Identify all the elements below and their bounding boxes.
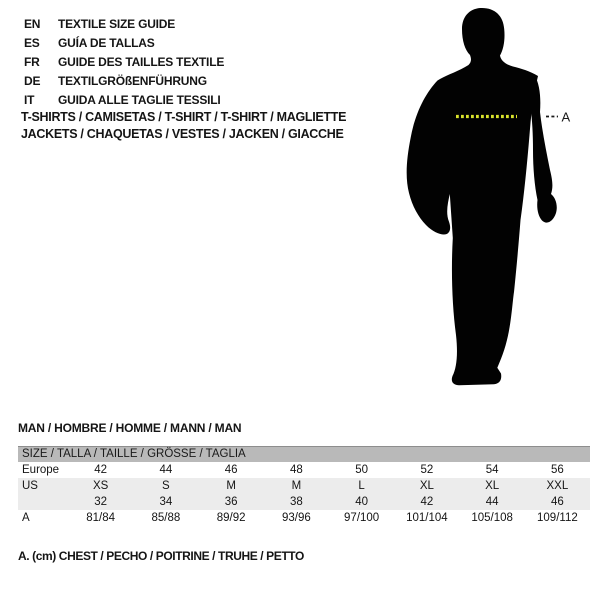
language-code: ES	[24, 36, 40, 50]
size-cell: 54	[485, 464, 499, 476]
measurement-footnote: A. (cm) CHEST / PECHO / POITRINE / TRUHE / PETTO	[18, 549, 304, 563]
size-cell: 44	[159, 464, 173, 476]
table-row-chest-a	[18, 510, 590, 526]
language-row-es	[24, 34, 224, 53]
language-row-en	[24, 15, 224, 34]
size-cell: 97/100	[344, 512, 380, 524]
size-cell: 109/112	[537, 512, 578, 524]
size-cell: 32	[94, 496, 108, 508]
row-label: A	[22, 512, 30, 524]
table-row-us	[18, 478, 590, 494]
language-row-it	[24, 91, 224, 110]
size-cell: 105/108	[471, 512, 513, 524]
size-cell: L	[358, 480, 365, 492]
size-cell: XS	[92, 480, 109, 492]
size-cell: 44	[485, 496, 499, 508]
language-label: TEXTILE SIZE GUIDE	[58, 17, 176, 31]
size-cell: 56	[550, 464, 564, 476]
size-cell: XL	[419, 480, 434, 492]
size-cell: XXL	[546, 480, 569, 492]
language-code: IT	[24, 93, 35, 107]
language-code: FR	[24, 55, 40, 69]
size-cell: 52	[420, 464, 434, 476]
size-cell: 50	[355, 464, 369, 476]
category-jackets: JACKETS / CHAQUETAS / VESTES / JACKEN / GIACCHE	[21, 126, 344, 141]
row-label: US	[22, 480, 38, 492]
size-cell: XL	[485, 480, 500, 492]
man-silhouette-right-arm	[527, 74, 557, 223]
size-cell: M	[291, 480, 302, 492]
size-cell: 36	[224, 496, 238, 508]
category-tshirts: T-SHIRTS / CAMISETAS / T-SHIRT / T-SHIRT / MAGLIETTE	[21, 110, 347, 124]
size-cell: 101/104	[406, 512, 448, 524]
size-cell: 40	[355, 496, 369, 508]
man-silhouette-body	[407, 8, 538, 385]
table-row-uk	[18, 494, 590, 510]
language-row-fr	[24, 53, 224, 72]
language-code: EN	[24, 17, 41, 31]
size-cell: 42	[94, 464, 108, 476]
size-cell: 93/96	[281, 512, 311, 524]
size-cell: 42	[420, 496, 434, 508]
size-cell: 48	[289, 464, 303, 476]
size-cell: 34	[159, 496, 173, 508]
category-headings	[21, 109, 346, 142]
gender-heading: MAN / HOMBRE / HOMME / MANN / MAN	[18, 421, 242, 435]
size-cell: 46	[550, 496, 564, 508]
language-label: GUIDA ALLE TAGLIE TESSILI	[58, 93, 221, 107]
row-label: Europe	[22, 464, 60, 476]
size-table	[18, 446, 590, 526]
size-cell: 46	[224, 464, 238, 476]
language-label: GUÍA DE TALLAS	[58, 36, 155, 50]
language-label: GUIDE DES TAILLES TEXTILE	[58, 55, 225, 69]
language-label: TEXTILGRÖßENFÜHRUNG	[58, 74, 207, 88]
table-row-europe	[18, 462, 590, 478]
size-table-header: SIZE / TALLA / TAILLE / GRÖSSE / TAGLIA	[18, 446, 590, 462]
size-cell: 81/84	[86, 512, 116, 524]
size-cell: 89/92	[216, 512, 246, 524]
size-cell: M	[226, 480, 236, 492]
measure-label-a: A	[561, 109, 571, 125]
size-cell: 85/88	[151, 512, 181, 524]
language-row-de	[24, 72, 224, 91]
size-cell: S	[162, 480, 170, 492]
man-figure	[395, 0, 600, 400]
size-cell: 38	[289, 496, 303, 508]
language-list	[24, 15, 224, 110]
language-code: DE	[24, 74, 41, 88]
row-label	[18, 494, 68, 510]
